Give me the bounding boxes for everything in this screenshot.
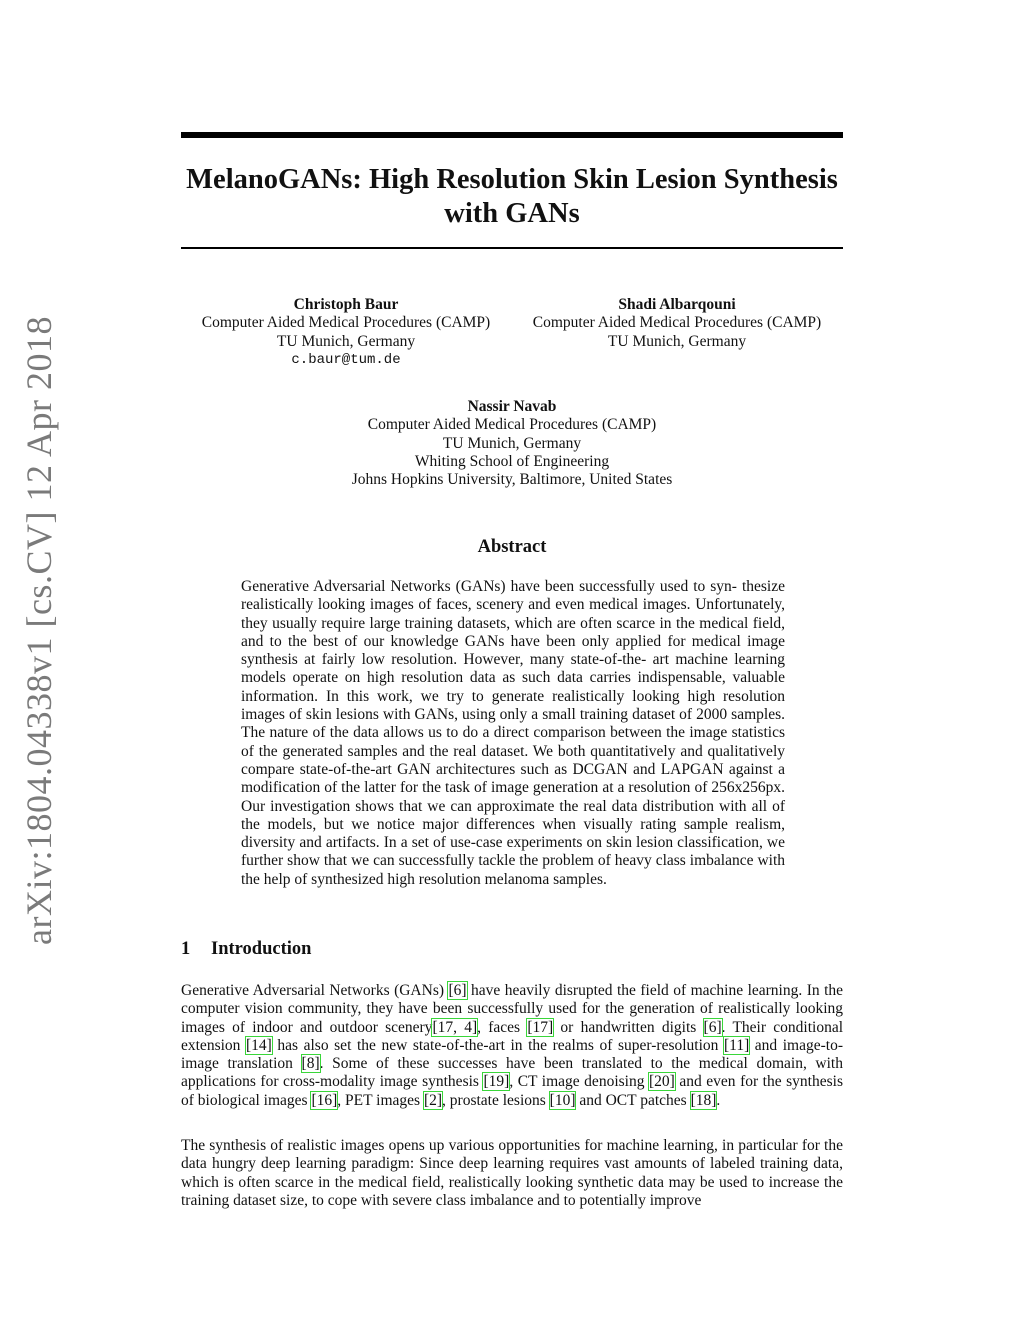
abstract-line: artifacts. In a set of use-case experiments on skin lesion classification, we further: [241, 834, 786, 870]
body-text: have heavily disrupted the field of machine learning. In the computer vision community, they have been successfully used for the generation of realistically looking images of indoor and outdoor scenery: [181, 982, 843, 1036]
abstract-line: shows that we can approximate the real data distribution with all of the models,: [241, 797, 786, 833]
abstract-heading: Abstract: [477, 537, 547, 557]
body-text: , prostate lesions: [442, 1091, 550, 1109]
title-line-1: MelanoGANs: High Resolution Skin Lesion Synthesis: [186, 164, 838, 195]
intro-paragraph-1: [181, 982, 843, 1110]
author-name: Nassir Navab: [467, 398, 557, 415]
paper-title: [181, 163, 843, 231]
body-text: has also set the new state-of-the-art in the realms of super-resolution: [271, 1036, 724, 1054]
citation-link[interactable]: [10]: [549, 1091, 576, 1109]
citation-link[interactable]: [14]: [245, 1036, 272, 1054]
abstract-line: in the medical field, and to the best of our knowledge GANs have been only applied: [241, 614, 786, 650]
abstract-line: looking high resolution images of skin lesions with GANs, using only a small: [241, 687, 785, 724]
abstract-line: but we notice major differences when visually rating sample realism, diversity and: [241, 815, 786, 852]
body-text: or handwritten digits: [553, 1018, 704, 1036]
author-affiliation: TU Munich, Germany: [276, 332, 416, 350]
citation-link[interactable]: [6]: [703, 1018, 722, 1036]
citation-link[interactable]: [2]: [423, 1091, 443, 1109]
author-affiliation: Computer Aided Medical Procedures (CAMP): [367, 416, 657, 434]
author-affiliation: TU Munich, Germany: [442, 434, 582, 452]
body-text: Generative Adversarial Networks (GANs): [181, 982, 449, 999]
citation-link[interactable]: [11]: [723, 1036, 750, 1054]
abstract-line: training dataset of 2000 samples. The nature of the data allows us to do a direct: [241, 706, 785, 742]
intro-paragraph-2: The synthesis of realistic images opens up various opportunities for machine learning, in particular for the data hungry deep learning paradigm: Since deep learning requires vast amounts of labeled training data, which is often scarce in the medical field, realistically looking synthetic data may be used to increase the training dataset size, to cope with severe class imbalance and to potentially improve: [181, 1137, 843, 1209]
body-text: and even for the synthesis of biological images: [181, 1073, 843, 1109]
abstract-line: the help of synthesized high resolution melanoma samples.: [241, 870, 607, 888]
abstract-line: Generative Adversarial Networks (GANs) have been successfully used to syn-: [241, 578, 737, 595]
abstract-line: comparison between the image statistics of the generated samples and the real: [241, 724, 785, 760]
abstract-line: Unfortunately, they usually require large training datasets, which are often scarce: [241, 596, 786, 632]
abstract-line: indispensable, valuable information. In this work, we try to generate realistically: [241, 669, 785, 705]
section-heading-introduction: [181, 939, 311, 960]
author-block-albarqouni: [512, 296, 842, 351]
body-text: , CT image denoising: [509, 1073, 649, 1091]
citation-link[interactable]: [6]: [448, 982, 467, 999]
citation-link[interactable]: [18]: [690, 1091, 717, 1109]
author-affiliation: Johns Hopkins University, Baltimore, United States: [351, 471, 673, 489]
title-top-rule: [181, 132, 843, 138]
citation-link[interactable]: [20]: [649, 1073, 675, 1091]
author-block-baur: [181, 296, 511, 369]
author-affiliation: Computer Aided Medical Procedures (CAMP): [201, 314, 491, 332]
author-name: Shadi Albarqouni: [618, 296, 736, 313]
body-text: and image-to-image translation: [181, 1036, 844, 1073]
author-affiliation: TU Munich, Germany: [607, 332, 747, 350]
abstract-line: art machine learning models operate on high resolution data as such data carries: [241, 651, 785, 687]
author-name: Christoph Baur: [293, 296, 399, 313]
arxiv-identifier: arXiv:1804.04338v1 [cs.CV] 12 Apr 2018: [19, 316, 59, 945]
body-text: .: [716, 1091, 721, 1109]
body-text: . Some of these successes have been translated to the medical domain, with applications for cross-modality image synthesis: [181, 1055, 843, 1091]
abstract-line: dataset. We both quantitatively and qualitatively compare state-of-the-art GAN: [241, 742, 785, 778]
author-block-navab: [262, 398, 762, 489]
abstract-text: [241, 578, 785, 889]
body-text: and OCT patches: [575, 1091, 691, 1109]
abstract-line: thesize realistically looking images of faces, scenery and even medical images.: [241, 578, 786, 614]
title-bottom-rule: [181, 247, 843, 249]
citation-link[interactable]: [17, 4]: [432, 1018, 478, 1036]
abstract-line: architectures such as DCGAN and LAPGAN against a modification of the latter: [241, 760, 786, 797]
author-affiliation: Computer Aided Medical Procedures (CAMP): [532, 314, 822, 332]
citation-link[interactable]: [19]: [483, 1073, 510, 1091]
citation-link[interactable]: [16]: [311, 1091, 338, 1109]
abstract-line: for medical image synthesis at fairly low resolution. However, many state-of-the-: [241, 632, 786, 669]
author-affiliation: Whiting School of Engineering: [414, 452, 610, 470]
title-line-2: with GANs: [444, 198, 580, 229]
section-number: 1: [181, 939, 191, 959]
body-text: , faces: [477, 1018, 528, 1036]
body-text: , PET images: [337, 1091, 424, 1109]
section-title: Introduction: [211, 939, 312, 959]
citation-link[interactable]: [17]: [527, 1018, 554, 1036]
body-text: . Their conditional extension: [181, 1018, 844, 1054]
citation-link[interactable]: [8]: [301, 1055, 320, 1073]
abstract-line: for the task of image generation at a resolution of 256x256px. Our investigation: [241, 779, 786, 815]
abstract-line: show that we can successfully tackle the problem of heavy class imbalance with: [287, 852, 786, 870]
author-email[interactable]: c.baur@tum.de: [291, 351, 401, 368]
